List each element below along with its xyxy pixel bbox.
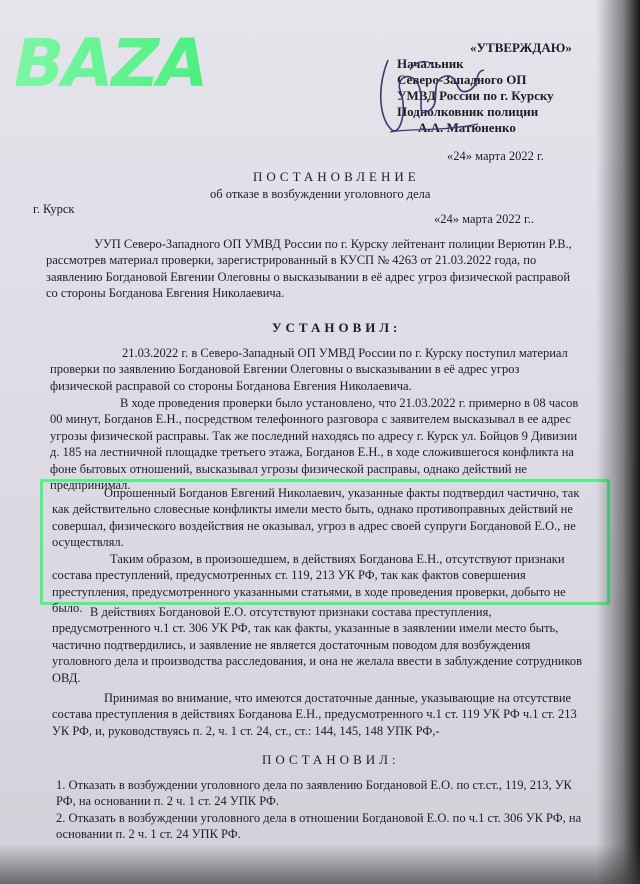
paragraph-line: Таким образом, в произошедшем, в действиях Богданова Е.Н., отсутствуют признаки [110,552,565,566]
approval-heading: «УТВЕРЖДАЮ» [470,40,572,55]
established-heading: УСТАНОВИЛ: [272,320,402,335]
paragraph-line: осуществлял. [52,535,124,550]
paragraph-5 [52,604,582,686]
approval-line: УМВД России по г. Курску [397,88,554,103]
approval-line: А.А. Матюненко [418,120,516,135]
approval-line: Подполковник полиции [397,104,539,119]
intro-line: заявлению Богдановой Евгении Олеговны о высказывании в её адрес угроз физической расправой [46,269,571,284]
document-subtitle: об отказе в возбуждении уголовного дела [210,187,431,201]
document-title: ПОСТАНОВЛЕНИЕ [253,169,420,184]
baza-watermark-logo [14,30,244,90]
paragraph-line: было. [52,601,83,616]
paragraph-line: В ходе проведения проверки было установлено, что 21.03.2022 г. примерно в 08 часов [120,396,579,410]
paragraph-line: физической расправой со стороны Богданова Евгения Николаевича. [50,378,412,393]
resolved-heading: ПОСТАНОВИЛ: [262,752,400,767]
paragraph-1 [50,345,568,394]
intro-line: УУП Северо-Западного ОП УМВД России по г. Курску лейтенант полиции Верютин Р.В., [94,237,572,251]
paragraph-line: проверки по заявлению Богдановой Евгении Олеговны о высказывании в её адрес угроз [50,362,520,377]
resolution-line: 2. Отказать в возбуждении уголовного дела в отношении Богдановой Е.О. по ч.1 ст. 306 УК РФ, на [56,811,582,825]
paragraph-line: 21.03.2022 г. в Северо-Западный ОП УМВД России по г. Курску поступил материал [122,346,568,360]
paragraph-line: предпринимал. [50,478,131,493]
photo-shadow-edge [596,0,640,884]
paragraph-line: фоне бытовых отношений, высказывал угрозы физической расправы, однако действий не [50,461,527,476]
paragraph-line: уголовного дела и производства расследования, и она не желала ввести в заблуждение сотрудников [52,654,583,669]
signature-icon [370,50,490,140]
paragraph-line: угрозы физической расправы. Так же последний находясь по адресу г. Курск ул. Бойцов 9 Дивизии [50,428,578,443]
paragraph-line: состава преступления в действиях Богданова Е.Н., предусмотренного ч.1 ст. 119 УК РФ ч.1 ст. 213 [52,707,577,722]
photo-shadow-bottom [0,844,640,884]
intro-paragraph [46,236,572,302]
paragraph-line: д. 185 на лестничной площадке третьего этажа, Богданов Е.Н., в ходе сложившегося конфликта на [50,445,574,460]
paragraph-line: как действительно словесные конфликты имели место быть, однако противоправных действий не [52,502,573,517]
paragraph-line: ОВД. [52,670,81,685]
paragraph-6 [52,690,577,739]
intro-line: рассмотрев материал проверки, зарегистрированный в КУСП № 4263 от 21.03.2022 года, по [46,253,537,268]
paragraph-3 [52,485,579,551]
paragraph-line: Опрошенный Богданов Евгений Николаевич, указанные факты подтвердил частично, так [104,486,580,500]
paragraph-line: В действиях Богдановой Е.О. отсутствуют признаки состава преступления, [90,605,492,619]
paragraph-line: совершал, физического воздействия не оказывал, угроз в адрес своей супруги Богдановой Е.О., не [52,518,576,533]
paragraph-line: УК РФ, и, руководствуясь п. 2, ч. 1 ст. 24, ст., ст.: 144, 145, 148 УПК РФ,- [52,723,440,738]
paragraph-line: частично подтвердились, и заявление не является достаточным поводом для возбуждения [52,637,531,652]
watermark-text: BAZA [14,30,207,90]
document-city: г. Курск [33,202,75,216]
paragraph-line: 00 минут, Богданов Е.Н., посредством телефонного разговора с заявителем высказывал в ее адрес [50,412,572,427]
intro-line: со стороны Богданова Евгения Николаевича. [46,286,285,301]
paragraph-line: Принимая во внимание, что имеются достаточные данные, указывающие на отсутствие [104,691,572,705]
paragraph-line: предусмотренного ч.1 ст. 306 УК РФ, так как факты, указанные в заявлении имели место быть, [52,621,559,636]
resolution-line: РФ, на основании п. 2 ч. 1 ст. 24 УПК РФ. [56,794,280,809]
resolution-2 [56,810,581,843]
paragraph-line: состава преступлений, предусмотренных ст. 119, 213 УК РФ, так как фактов совершения [52,568,526,583]
resolution-line: 1. Отказать в возбуждении уголовного дела по заявлению Богдановой Е.О. по ст.ст., 119, 213, УК [56,778,572,792]
approval-line: Северо-Западного ОП [397,72,527,87]
resolution-line: основании п. 2 ч. 1 ст. 24 УПК РФ. [56,827,241,842]
approval-date: «24» марта 2022 г. [447,149,544,163]
paragraph-line: преступления, предусмотренного указанными статьями, в ходе проведения проверки, добыто не [52,584,566,599]
document-date: «24» марта 2022 г.. [434,212,534,226]
approval-line: Начальник [397,56,464,71]
resolution-1 [56,777,572,810]
